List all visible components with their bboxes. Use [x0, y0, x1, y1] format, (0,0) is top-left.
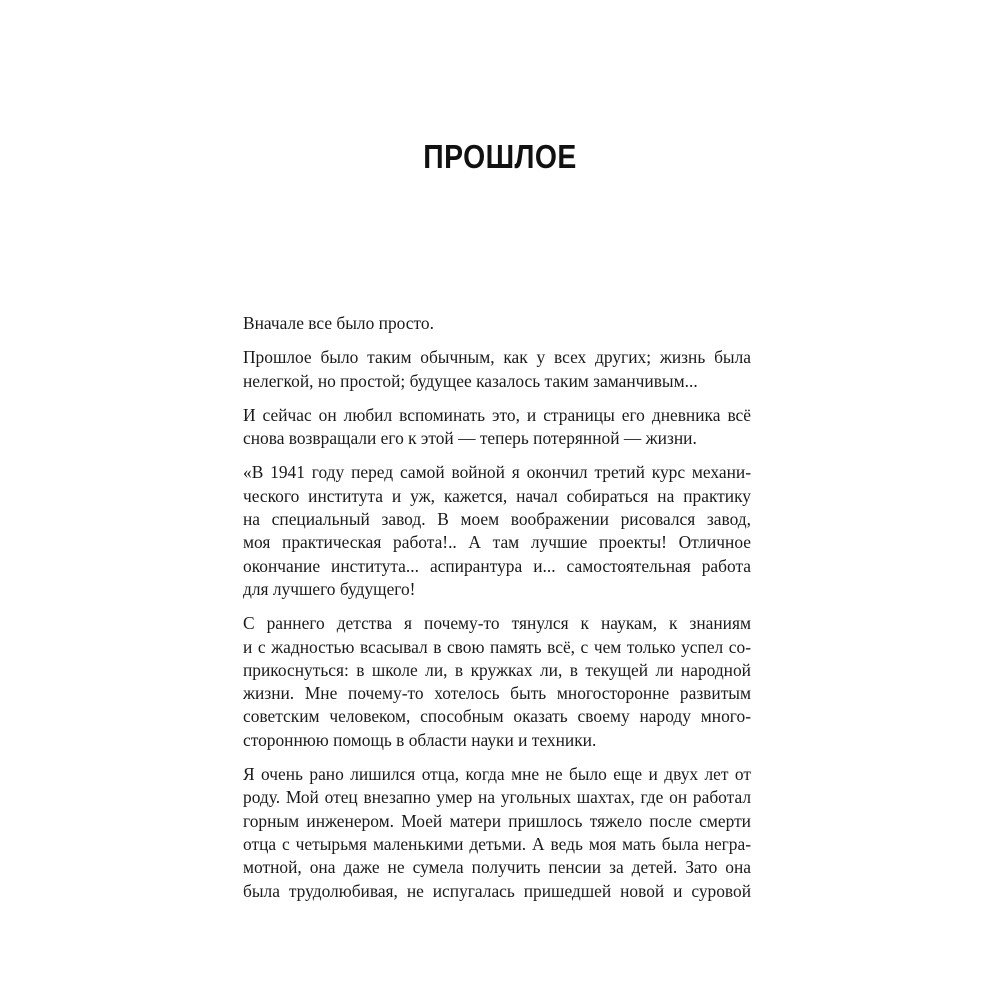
text-line: «В 1941 году перед самой войной я окончил третий курс механи-: [243, 462, 751, 483]
text-line: советским человеком, способным оказать своему народу много-: [243, 706, 751, 727]
paragraph: [243, 763, 751, 903]
text-line: и с жадностью всасывал в свою память всё, с чем только успел со-: [243, 636, 751, 657]
paragraph: [243, 612, 751, 752]
text-line: прикоснуться: в школе ли, в кружках ли, в текущей ли народной: [243, 659, 751, 680]
text-line: для лучшего будущего!: [243, 578, 416, 599]
paragraph: [243, 346, 751, 393]
text-line: снова возвращали его к этой — теперь потерянной — жизни.: [243, 428, 697, 449]
paragraph: [243, 461, 751, 601]
paragraph: [243, 404, 751, 451]
text-line: Прошлое было таким обычным, как у всех других; жизнь была: [243, 347, 751, 368]
text-line: мотной, она даже не сумела получить пенсии за детей. Зато она: [243, 857, 751, 878]
text-line: окончание института... аспирантура и... самостоятельная работа: [243, 555, 751, 576]
text-line: горным инженером. Моей матери пришлось тяжело после смерти: [243, 810, 751, 831]
text-line: И сейчас он любил вспоминать это, и страницы его дневника всё: [243, 404, 751, 425]
text-line: нелегкой, но простой; будущее казалось таким заманчивым...: [243, 370, 698, 391]
paragraph: [243, 312, 751, 335]
text-line: на специальный завод. В моем воображении рисовался завод,: [243, 509, 751, 530]
text-line: Я очень рано лишился отца, когда мне не было еще и двух лет от: [243, 764, 751, 785]
body-text: [243, 312, 751, 914]
text-line: Вначале все было просто.: [243, 313, 434, 333]
text-line: роду. Мой отец внезапно умер на угольных шахтах, где он работал: [243, 787, 751, 808]
text-line: стороннюю помощь в области науки и техники.: [243, 729, 597, 750]
text-line: С раннего детства я почему-то тянулся к наукам, к знаниям: [243, 613, 751, 634]
text-line: ческого института и уж, кажется, начал собираться на практику: [243, 485, 751, 506]
text-line: моя практическая работа!.. А там лучшие проекты! Отличное: [243, 532, 751, 553]
text-line: жизни. Мне почему-то хотелось быть многосторонне развитым: [243, 683, 751, 704]
text-line: отца с четырьмя маленькими детьми. А ведь моя мать была негра-: [243, 833, 751, 854]
text-line: была трудолюбивая, не испугалась пришедшей новой и суровой: [243, 880, 751, 901]
chapter-title: ПРОШЛОЕ: [423, 138, 577, 175]
